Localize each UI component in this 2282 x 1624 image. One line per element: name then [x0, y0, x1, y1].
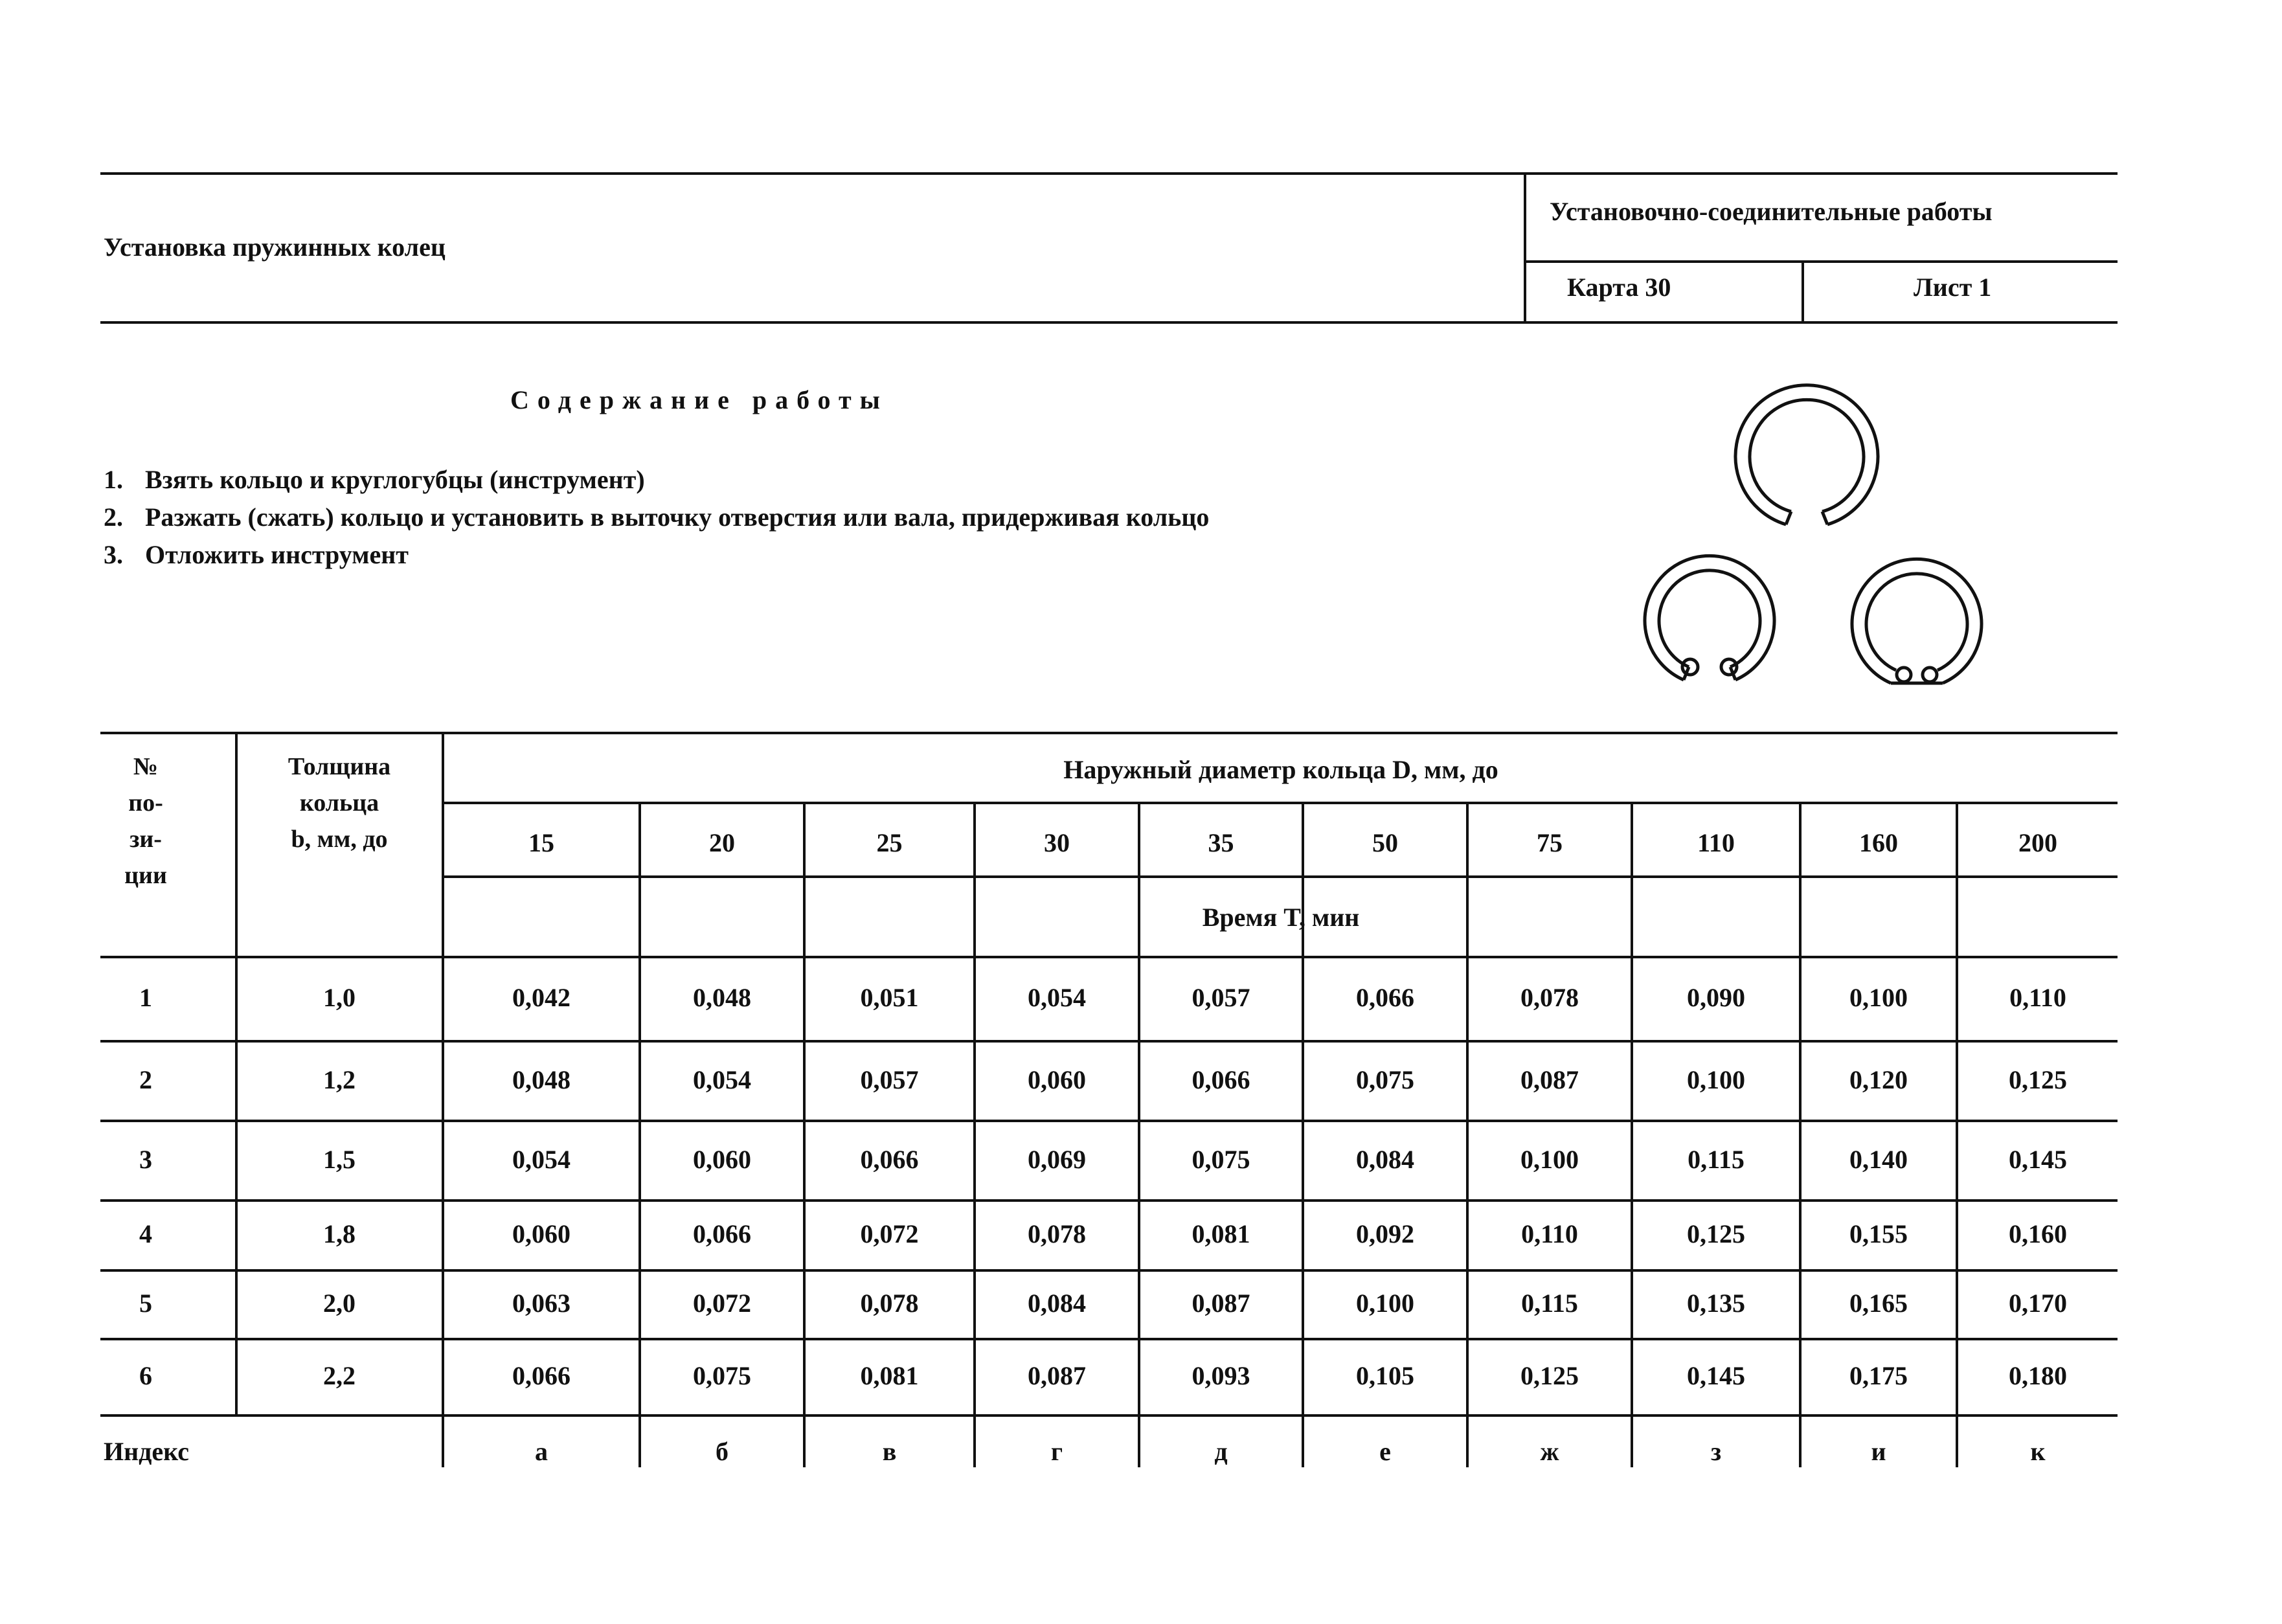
index-letter: в [882, 1437, 897, 1466]
time-value: 0,090 [1687, 983, 1745, 1012]
work-step: 1. Взять кольцо и круглогубцы (инструмент) [104, 465, 645, 494]
time-value: 0,072 [860, 1219, 919, 1248]
row-rule [100, 1269, 2118, 1272]
time-value: 0,042 [512, 983, 570, 1012]
work-heading: Содержание работы [510, 385, 888, 414]
index-letter: з [1710, 1437, 1722, 1466]
time-value: 0,120 [1849, 1065, 1908, 1094]
index-letter: а [535, 1437, 548, 1466]
time-value: 0,084 [1356, 1144, 1414, 1174]
index-letter: г [1050, 1437, 1063, 1466]
time-value: 0,087 [1028, 1361, 1086, 1390]
time-value: 0,081 [860, 1361, 919, 1390]
index-letter: д [1214, 1437, 1228, 1466]
time-value: 0,057 [860, 1065, 919, 1094]
time-value: 0,048 [693, 983, 751, 1012]
diam-header-rule [444, 802, 2118, 804]
row-thickness: 1,8 [323, 1219, 356, 1248]
time-value: 0,054 [693, 1065, 751, 1094]
card-number: Карта 30 [1567, 273, 1671, 302]
time-value: 0,057 [1192, 983, 1250, 1012]
work-steps-list [104, 461, 1209, 574]
retaining-rings-icon [1619, 382, 2007, 709]
time-value: 0,075 [1356, 1065, 1414, 1094]
diameter-value: 200 [2018, 828, 2057, 857]
work-step: 3. Отложить инструмент [104, 540, 409, 569]
row-position: 5 [139, 1289, 152, 1318]
time-value: 0,072 [693, 1289, 751, 1318]
header-top-rule [100, 172, 2118, 175]
diam-values-rule [444, 875, 2118, 878]
index-label: Индекс [104, 1437, 189, 1466]
table-header-bottom-rule [100, 956, 2118, 958]
time-value: 0,100 [1849, 983, 1908, 1012]
time-value: 0,145 [2009, 1144, 2067, 1174]
row-thickness: 2,2 [323, 1361, 356, 1390]
row-thickness: 1,5 [323, 1144, 356, 1174]
time-value: 0,125 [1687, 1219, 1745, 1248]
diameter-value: 75 [1537, 828, 1563, 857]
time-value: 0,054 [1028, 983, 1086, 1012]
time-value: 0,060 [512, 1219, 570, 1248]
diameter-value: 160 [1859, 828, 1898, 857]
time-value: 0,075 [1192, 1144, 1250, 1174]
diameter-value: 15 [528, 828, 554, 857]
time-value: 0,110 [2009, 983, 2066, 1012]
diameter-value: 25 [876, 828, 903, 857]
diameter-value: 30 [1044, 828, 1070, 857]
time-value: 0,078 [1520, 983, 1579, 1012]
time-value: 0,093 [1192, 1361, 1250, 1390]
diameter-value: 50 [1372, 828, 1398, 857]
time-value: 0,125 [1520, 1361, 1579, 1390]
time-value: 0,135 [1687, 1289, 1745, 1318]
header-divider [1524, 172, 1526, 322]
time-value: 0,087 [1520, 1065, 1579, 1094]
time-value: 0,105 [1356, 1361, 1414, 1390]
time-value: 0,170 [2009, 1289, 2067, 1318]
time-value: 0,092 [1356, 1219, 1414, 1248]
time-value: 0,165 [1849, 1289, 1908, 1318]
thickness-header: Толщина кольца b, мм, до [288, 753, 391, 853]
time-value: 0,066 [860, 1144, 919, 1174]
time-value: 0,100 [1687, 1065, 1745, 1094]
position-header: № по- зи- ции [124, 753, 167, 889]
time-value: 0,100 [1356, 1289, 1414, 1318]
time-value: 0,175 [1849, 1361, 1908, 1390]
work-step: 2. Разжать (сжать) кольцо и установить в выточку отверстия или вала, придерживая кольцо [104, 502, 1210, 532]
time-value: 0,054 [512, 1144, 570, 1174]
row-rule [100, 1120, 2118, 1122]
time-value: 0,075 [693, 1361, 751, 1390]
time-header: Время T, мин [1202, 903, 1360, 932]
row-thickness: 1,2 [323, 1065, 356, 1094]
row-position: 4 [139, 1219, 152, 1248]
time-value: 0,125 [2009, 1065, 2067, 1094]
table-bottom-rule [100, 1414, 2118, 1417]
row-position: 3 [139, 1144, 152, 1174]
time-value: 0,155 [1849, 1219, 1908, 1248]
time-value: 0,048 [512, 1065, 570, 1094]
diameter-header: Наружный диаметр кольца D, мм, до [1063, 755, 1498, 784]
time-value: 0,069 [1028, 1144, 1086, 1174]
row-position: 2 [139, 1065, 152, 1094]
diameter-value: 20 [709, 828, 735, 857]
time-value: 0,051 [860, 983, 919, 1012]
time-value: 0,066 [1356, 983, 1414, 1012]
time-value: 0,078 [860, 1289, 919, 1318]
row-rule [100, 1199, 2118, 1202]
table-top-rule [100, 732, 2118, 734]
time-value: 0,066 [693, 1219, 751, 1248]
time-value: 0,110 [1521, 1219, 1578, 1248]
header-mid-rule [1524, 260, 2118, 263]
time-value: 0,145 [1687, 1361, 1745, 1390]
document-title: Установка пружинных колец [104, 232, 446, 262]
index-letter: б [716, 1437, 729, 1466]
diameter-value: 35 [1208, 828, 1234, 857]
time-value: 0,063 [512, 1289, 570, 1318]
row-thickness: 2,0 [323, 1289, 356, 1318]
row-position: 6 [139, 1361, 152, 1390]
header-card-divider [1802, 260, 1804, 322]
time-value: 0,081 [1192, 1219, 1250, 1248]
time-value: 0,115 [1521, 1289, 1578, 1318]
sheet-number: Лист 1 [1914, 273, 1992, 302]
time-value: 0,084 [1028, 1289, 1086, 1318]
index-letter: е [1379, 1437, 1391, 1466]
time-value: 0,066 [512, 1361, 570, 1390]
time-value: 0,180 [2009, 1361, 2067, 1390]
time-value: 0,078 [1028, 1219, 1086, 1248]
index-letter: ж [1540, 1437, 1559, 1466]
row-position: 1 [139, 983, 152, 1012]
row-rule [100, 1338, 2118, 1340]
work-category: Установочно-соединительные работы [1550, 197, 1993, 226]
time-value: 0,160 [2009, 1219, 2067, 1248]
time-value: 0,060 [693, 1144, 751, 1174]
time-value: 0,115 [1688, 1144, 1745, 1174]
row-rule [100, 1040, 2118, 1043]
time-value: 0,060 [1028, 1065, 1086, 1094]
time-value: 0,100 [1520, 1144, 1579, 1174]
time-value: 0,087 [1192, 1289, 1250, 1318]
time-value: 0,066 [1192, 1065, 1250, 1094]
row-thickness: 1,0 [323, 983, 356, 1012]
diameter-value: 110 [1697, 828, 1735, 857]
index-letter: и [1871, 1437, 1886, 1466]
header-bottom-rule [100, 321, 2118, 324]
time-value: 0,140 [1849, 1144, 1908, 1174]
index-letter: к [2030, 1437, 2046, 1466]
